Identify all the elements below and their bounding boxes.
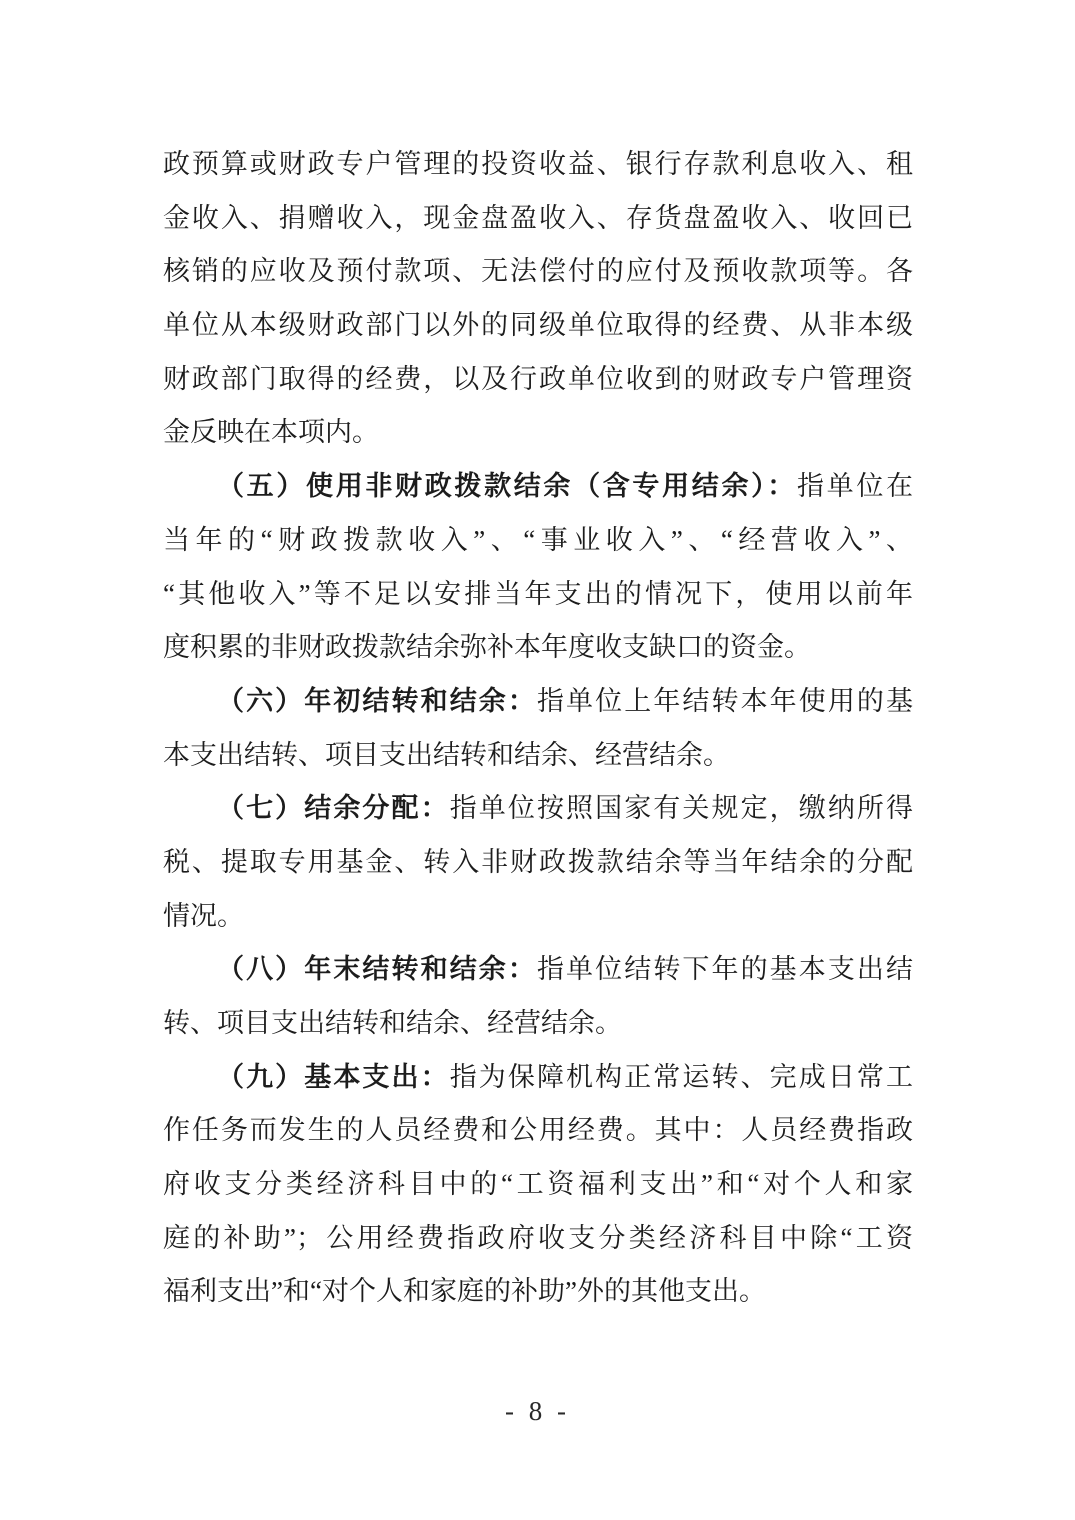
text-line: 金收入、捐赠收入，现金盘盈收入、存货盘盈收入、收回已 xyxy=(163,202,913,233)
text-line: 财政部门取得的经费，以及行政单位收到的财政专户管理资 xyxy=(163,363,913,394)
page-number: - 8 - xyxy=(505,1396,570,1426)
text-line: 本支出结转、项目支出结转和结余、经营结余。 xyxy=(163,739,730,770)
text-line: 政预算或财政专户管理的投资收益、银行存款利息收入、租 xyxy=(163,149,913,179)
paragraph-label: （五）使用非财政拨款结余（含专用结余）： xyxy=(217,471,797,502)
text-line: 庭的补助”；公用经费指政府收支分类经济科目中除“工资 xyxy=(163,1222,913,1253)
text-line: 单位从本级财政部门以外的同级单位取得的经费、从非本级 xyxy=(163,310,913,341)
text-line: “其他收入”等不足以安排当年支出的情况下，使用以前年 xyxy=(163,578,913,609)
text-line: 税、提取专用基金、转入非财政拨款结余等当年结余的分配 xyxy=(163,846,913,877)
paragraph-label: （七）结余分配： xyxy=(217,793,450,824)
text-line: （六）年初结转和结余：指单位上年结转本年使用的基 xyxy=(217,685,913,716)
text-line: 府收支分类经济科目中的“工资福利支出”和“对个人和家 xyxy=(163,1169,913,1200)
text-line: （七）结余分配：指单位按照国家有关规定，缴纳所得 xyxy=(217,793,913,824)
text-line: 当年的“财政拨款收入”、“事业收入”、“经营收入”、 xyxy=(163,524,913,555)
paragraph-label: （六）年初结转和结余： xyxy=(217,685,537,716)
text-line: 福利支出”和“对个人和家庭的补助”外的其他支出。 xyxy=(163,1276,766,1307)
text-line: （九）基本支出：指为保障机构正常运转、完成日常工 xyxy=(217,1061,913,1092)
text-line: 作任务而发生的人员经费和公用经费。其中：人员经费指政 xyxy=(163,1115,913,1146)
paragraph-label: （九）基本支出： xyxy=(217,1061,450,1092)
text-line: （五）使用非财政拨款结余（含专用结余）：指单位在 xyxy=(217,471,913,502)
text-line: （八）年末结转和结余：指单位结转下年的基本支出结 xyxy=(217,954,913,985)
text-line: 度积累的非财政拨款结余弥补本年度收支缺口的资金。 xyxy=(163,632,811,663)
document-body xyxy=(163,138,913,1319)
paragraph-label: （八）年末结转和结余： xyxy=(217,954,537,985)
text-line: 金反映在本项内。 xyxy=(163,417,379,448)
text-line: 转、项目支出结转和结余、经营结余。 xyxy=(163,1008,622,1038)
text-line: 情况。 xyxy=(163,900,244,931)
text-line: 核销的应收及预付款项、无法偿付的应付及预收款项等。各 xyxy=(163,256,913,287)
